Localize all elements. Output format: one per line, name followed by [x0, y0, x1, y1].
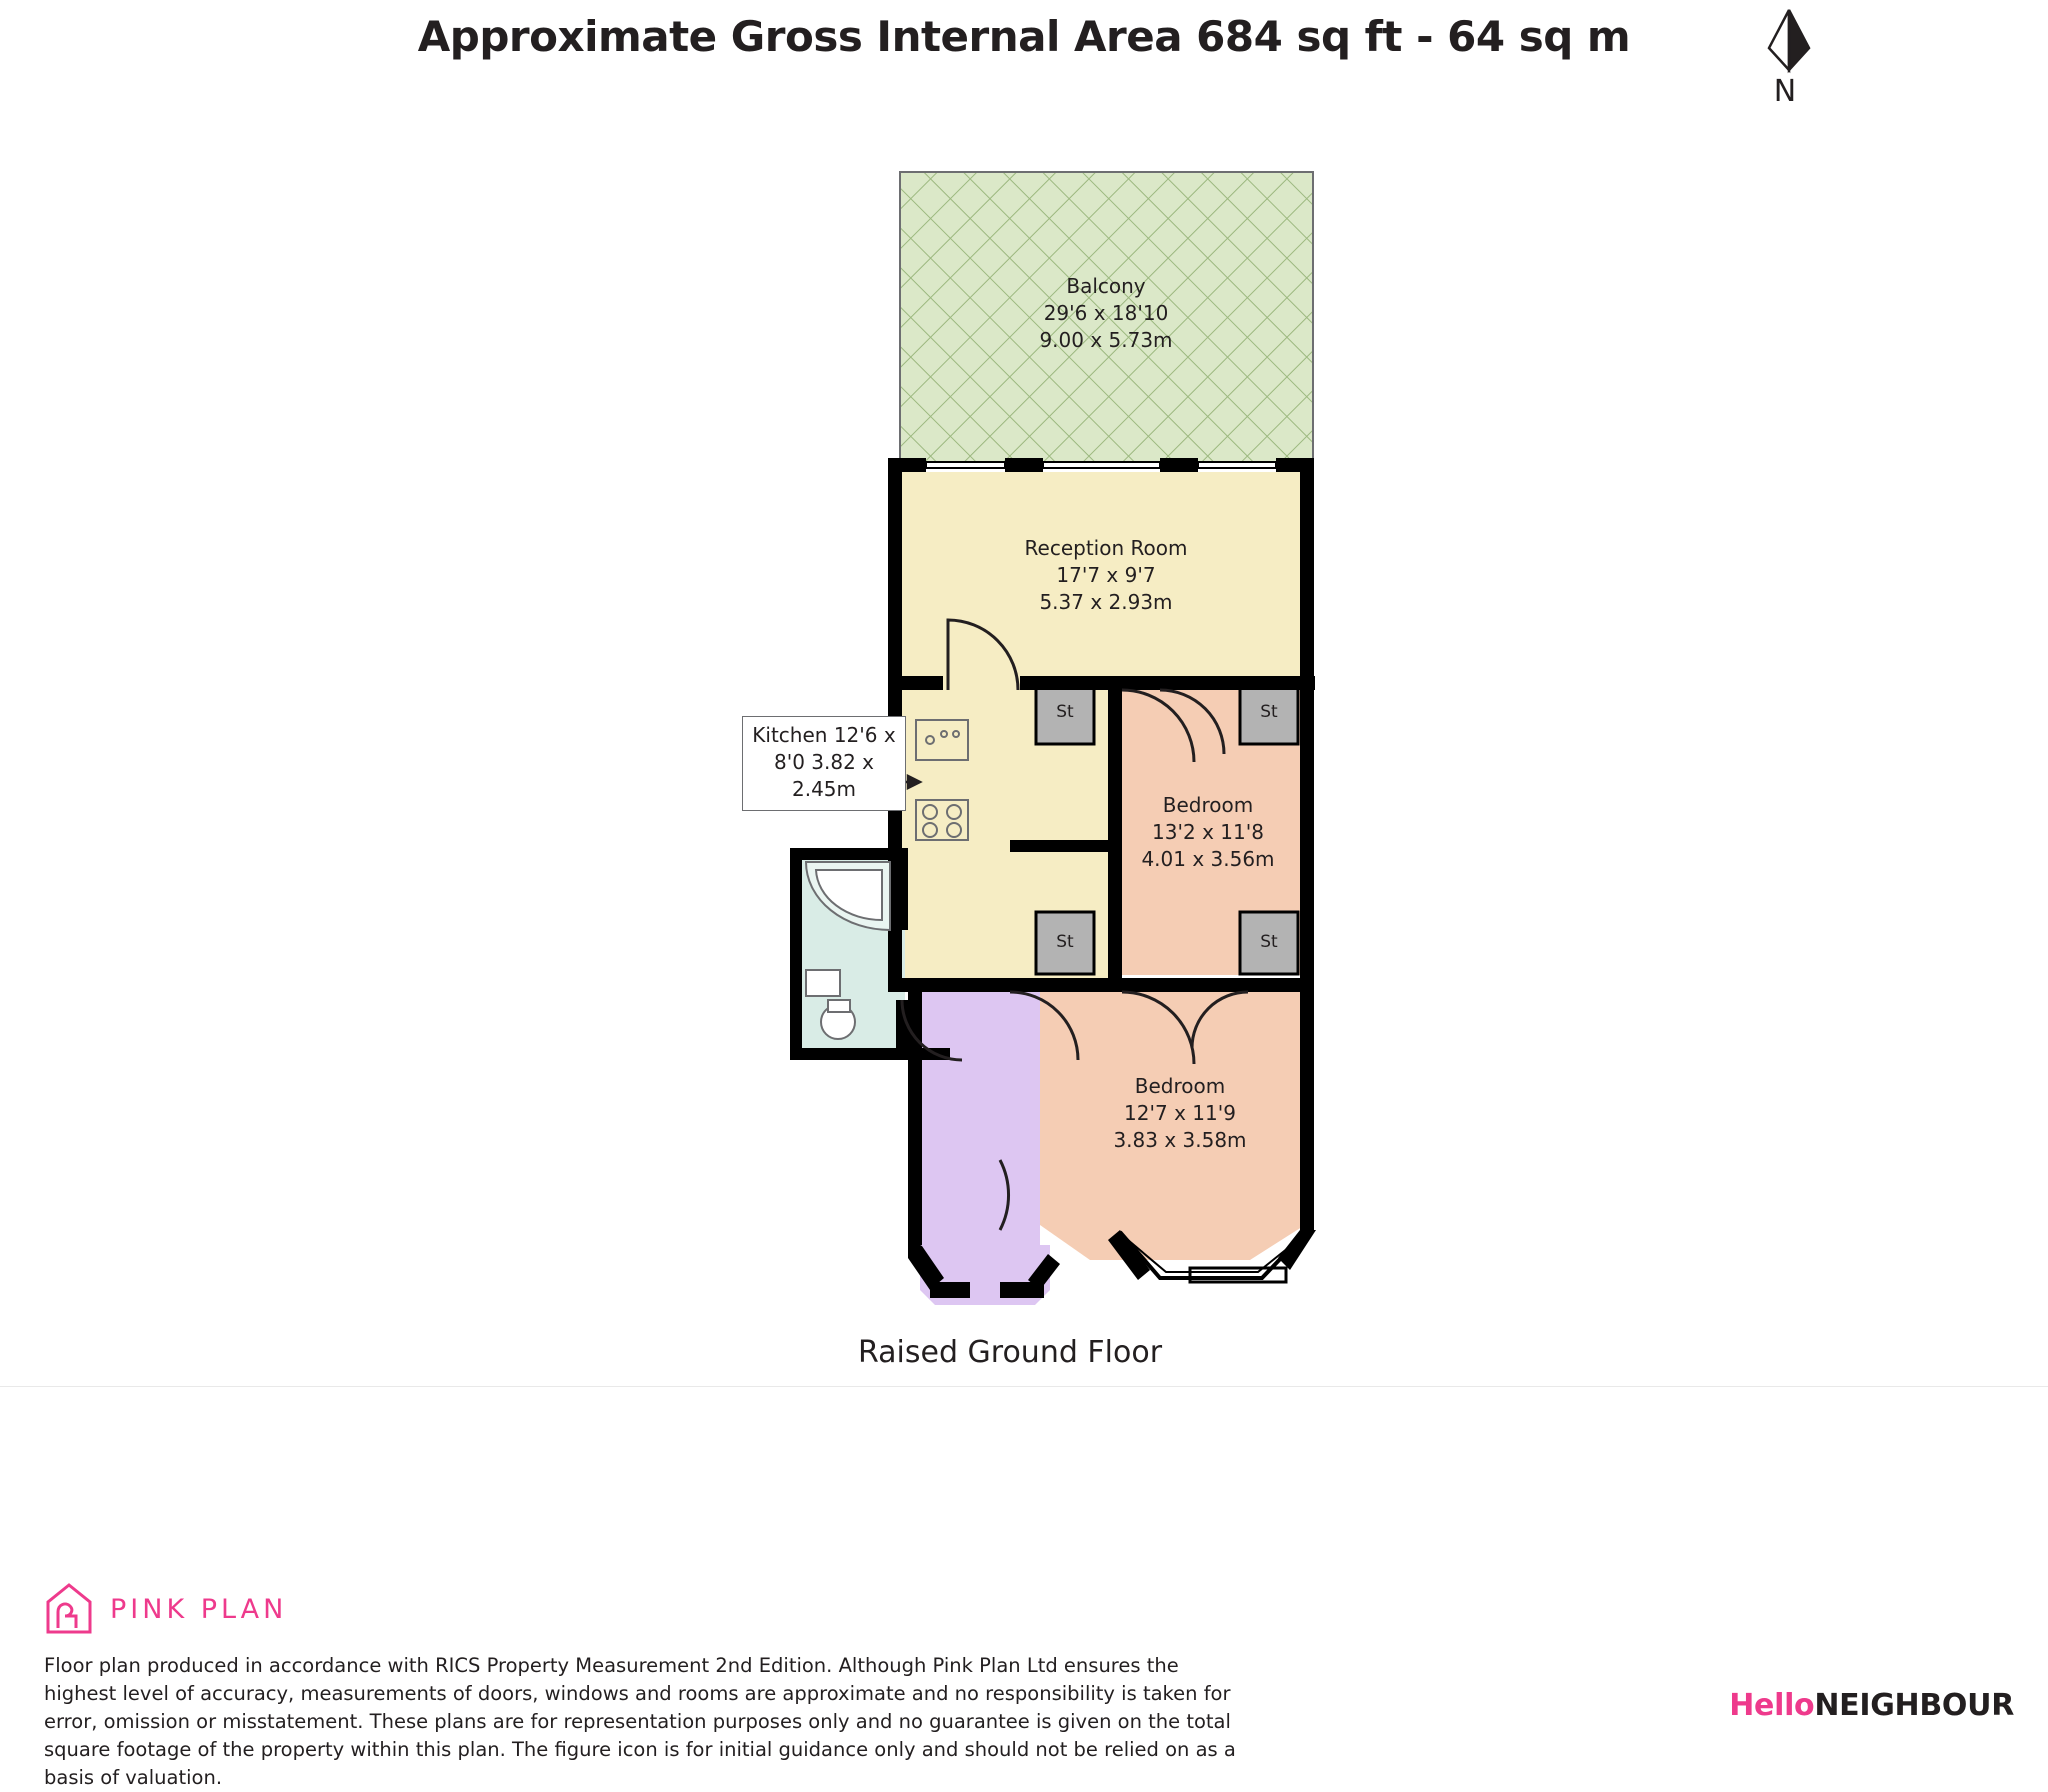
brand-hello: Hello: [1729, 1688, 1815, 1723]
compass-label: N: [1773, 74, 1797, 109]
pink-plan-house-icon: [44, 1582, 94, 1636]
storage-label-3: St: [1056, 932, 1074, 952]
brand-neighbour: NEIGHBOUR: [1814, 1688, 2014, 1723]
storage-label-4: St: [1260, 932, 1278, 952]
footer-divider: [0, 1386, 2048, 1387]
room-label-balcony: Balcony 29'6 x 18'10 9.00 x 5.73m: [1039, 274, 1173, 352]
pink-plan-logo: [44, 1582, 287, 1636]
disclaimer-text: Floor plan produced in accordance with RICS Property Measurement 2nd Edition. Although Pink Plan Ltd ensures the highest level of accuracy, measurements of doors, windows and rooms are approximate and no responsibility is taken for error, omission or misstatement. These plans are for representation purposes only and no guarantee is given on the total square footage of the property within this plan. The figure icon is for initial guidance only and should not be relied on as a basis of valuation.: [44, 1654, 1236, 1789]
room-label-bedroom-1: Bedroom 13'2 x 11'8 4.01 x 3.56m: [1141, 793, 1275, 871]
kitchen-metric: 3.82 x 2.45m: [791, 750, 875, 801]
pink-plan-name: PINK PLAN: [110, 1593, 288, 1625]
floor-caption: Raised Ground Floor: [857, 1335, 1163, 1370]
kitchen-callout: [742, 716, 906, 811]
kitchen-imperial: 12'6 x 8'0: [773, 723, 896, 774]
room-label-reception: Reception Room 17'7 x 9'7 5.37 x 2.93m: [1024, 536, 1188, 614]
kitchen-name: Kitchen: [752, 723, 828, 747]
room-label-bedroom-2: Bedroom 12'7 x 11'9 3.83 x 3.58m: [1113, 1074, 1247, 1152]
storage-label-1: St: [1056, 702, 1074, 722]
page-title: Approximate Gross Internal Area 684 sq ft - 64 sq m: [417, 12, 1631, 61]
hello-neighbour-logo: [1729, 1688, 2014, 1723]
storage-label-2: St: [1260, 702, 1278, 722]
